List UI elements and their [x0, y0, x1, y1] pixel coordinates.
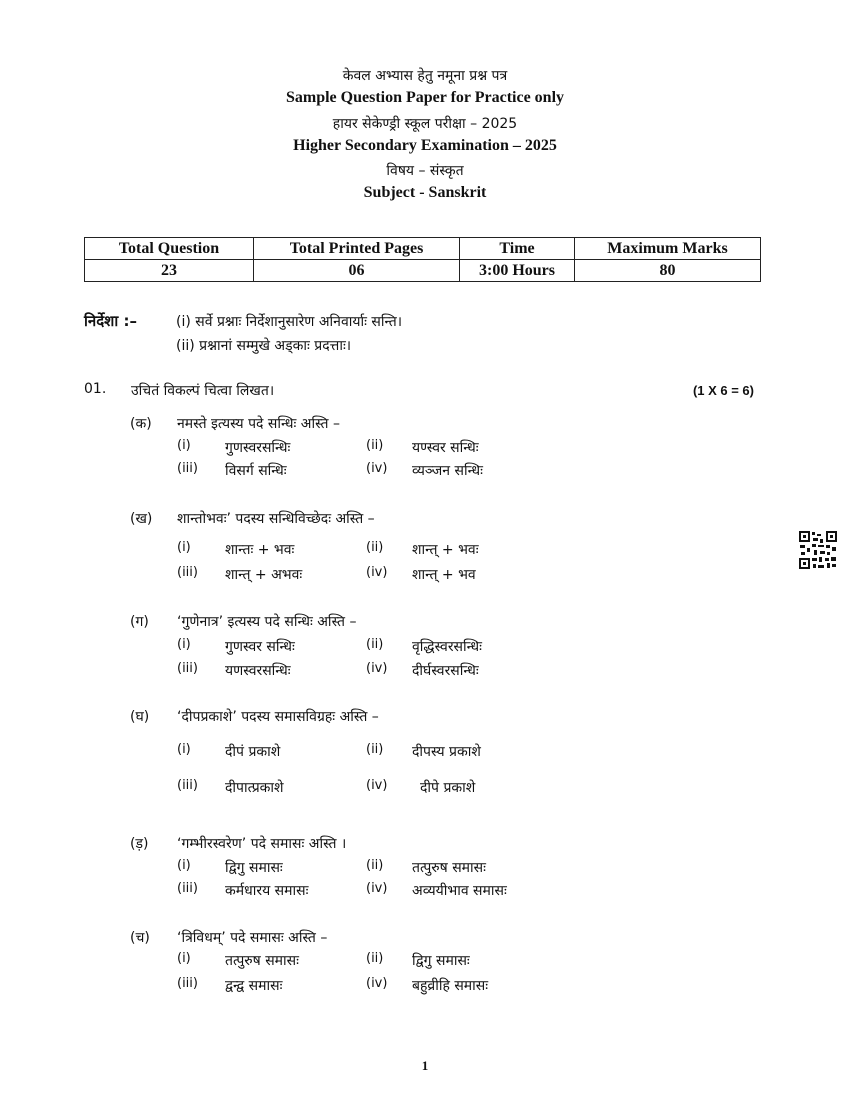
sub-question-stem: ‘दीपप्रकाशे’ पदस्य समासविग्रहः अस्ति – — [177, 709, 379, 725]
sub-question-stem: ‘गुणेनात्र’ इत्यस्य पदे सन्धिः अस्ति – — [177, 614, 357, 630]
exam-name-hindi: हायर सेकेण्ड्री स्कूल परीक्षा – 2025 — [332, 116, 518, 132]
option-text: शान्त् + भव — [412, 567, 476, 583]
option-text: वृद्धिस्वरसन्धिः — [412, 639, 482, 655]
option-text: विसर्ग सन्धिः — [225, 463, 287, 479]
option-text: अव्ययीभाव समासः — [412, 883, 507, 899]
option-text: कर्मधारय समासः — [225, 883, 309, 899]
sub-question-label: (ड़) — [130, 836, 149, 852]
question-text: उचितं विकल्पं चित्वा लिखत। — [131, 383, 275, 399]
option-label: (ii) — [366, 951, 384, 966]
option-text: बहुव्रीहि समासः — [412, 978, 489, 994]
page-number: 1 — [421, 1058, 429, 1073]
option-text: व्यञ्जन सन्धिः — [412, 463, 483, 479]
sub-question-label: (च) — [130, 930, 150, 946]
option-label: (i) — [177, 742, 191, 757]
value-total-question: 23 — [85, 260, 254, 282]
subject-english: Subject - Sanskrit — [363, 184, 487, 201]
qr-code-icon — [798, 530, 838, 570]
option-text: दीर्घस्वरसन्धिः — [412, 663, 479, 679]
sub-question-stem: ‘त्रिविधम्’ पदे समासः अस्ति – — [177, 930, 328, 946]
header-title-english: Sample Question Paper for Practice only — [285, 89, 565, 106]
header-total-question: Total Question — [85, 238, 254, 260]
option-text: गुणस्वर सन्धिः — [225, 639, 295, 655]
instruction-item-2: (ii) प्रश्नानां सम्मुखे अड्काः प्रदत्ताः। — [176, 338, 352, 354]
option-label: (ii) — [366, 438, 384, 453]
subject-hindi: विषय – संस्कृत — [386, 163, 464, 179]
option-text: दीपं प्रकाशे — [225, 744, 281, 760]
table-value-row — [85, 260, 761, 282]
question-marks: (1 X 6 = 6) — [692, 383, 754, 398]
option-label: (ii) — [366, 858, 384, 873]
option-text: द्वन्द्व समासः — [225, 978, 283, 994]
value-max-marks: 80 — [575, 260, 761, 282]
option-label: (iv) — [366, 565, 388, 580]
table-header-row — [85, 238, 761, 260]
value-time: 3:00 Hours — [460, 260, 575, 282]
option-label: (i) — [177, 637, 191, 652]
option-text: यणस्वरसन्धिः — [225, 663, 291, 679]
option-label: (ii) — [366, 637, 384, 652]
option-text: दीपस्य प्रकाशे — [412, 744, 481, 760]
option-label: (iv) — [366, 976, 388, 991]
option-label: (iii) — [177, 565, 198, 580]
sub-question-label: (ग) — [130, 614, 149, 630]
option-text: शान्त् + अभवः — [225, 567, 303, 583]
option-text: द्विगु समासः — [225, 860, 283, 876]
option-label: (iv) — [366, 461, 388, 476]
option-text: यण्स्वर सन्धिः — [412, 440, 479, 456]
option-text: दीपे प्रकाशे — [420, 780, 476, 796]
sub-question-label: (क) — [130, 416, 152, 432]
header-time: Time — [460, 238, 575, 260]
exam-info-table — [84, 237, 761, 282]
option-text: गुणस्वरसन्धिः — [225, 440, 291, 456]
sub-question-stem: ‘गम्भीरस्वरेण’ पदे समासः अस्ति । — [177, 836, 347, 852]
sub-question-stem: शान्तोभवः’ पदस्य सन्धिविच्छेदः अस्ति – — [177, 511, 375, 527]
option-label: (ii) — [366, 540, 384, 555]
option-label: (i) — [177, 951, 191, 966]
option-label: (i) — [177, 540, 191, 555]
option-label: (iii) — [177, 778, 198, 793]
value-total-pages: 06 — [254, 260, 460, 282]
option-text: शान्त् + भवः — [412, 542, 479, 558]
instruction-item-1: (i) सर्वे प्रश्नाः निर्देशानुसारेण अनिवार्याः सन्ति। — [176, 314, 403, 330]
option-label: (iv) — [366, 778, 388, 793]
option-label: (iii) — [177, 976, 198, 991]
option-label: (iv) — [366, 661, 388, 676]
option-label: (iv) — [366, 881, 388, 896]
option-label: (i) — [177, 858, 191, 873]
sub-question-label: (ख) — [130, 511, 153, 527]
sub-question-stem: नमस्ते इत्यस्य पदे सन्धिः अस्ति – — [177, 416, 340, 432]
option-label: (iii) — [177, 461, 198, 476]
instructions-label: निर्देशा :– — [84, 312, 137, 330]
option-label: (iii) — [177, 881, 198, 896]
header-total-pages: Total Printed Pages — [254, 238, 460, 260]
option-text: शान्तः + भवः — [225, 542, 295, 558]
option-text: द्विगु समासः — [412, 953, 470, 969]
question-number: 01. — [84, 381, 107, 397]
option-label: (ii) — [366, 742, 384, 757]
option-text: तत्पुरुष समासः — [412, 860, 486, 876]
header-max-marks: Maximum Marks — [575, 238, 761, 260]
header-title-hindi: केवल अभ्यास हेतु नमूना प्रश्न पत्र — [342, 68, 508, 84]
exam-name-english: Higher Secondary Examination – 2025 — [293, 137, 557, 154]
option-text: दीपात्प्रकाशे — [225, 780, 284, 796]
sub-question-label: (घ) — [130, 709, 150, 725]
option-label: (iii) — [177, 661, 198, 676]
option-label: (i) — [177, 438, 191, 453]
option-text: तत्पुरुष समासः — [225, 953, 299, 969]
